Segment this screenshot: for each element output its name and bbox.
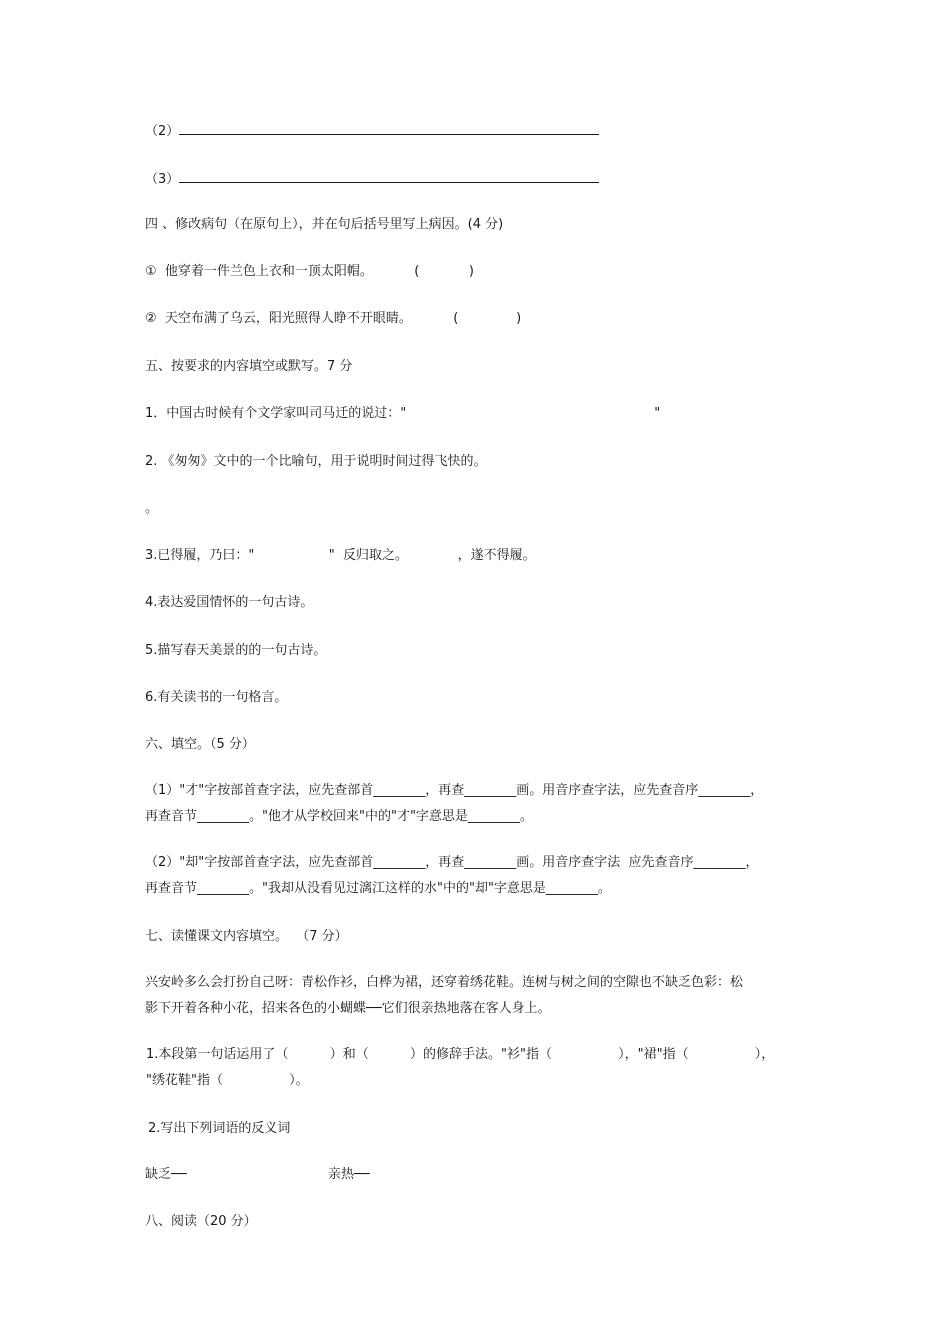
antonym-1: 缺乏── [145, 1167, 187, 1182]
answer-line-3 [145, 170, 599, 189]
answer-line-3-label: （3） [145, 172, 180, 187]
section-4-title: 四 、修改病句（在原句上），并在句后括号里写上病因。(4 分) [145, 217, 504, 232]
section-7-passage [145, 970, 807, 1022]
section-7-title: 七、读懂课文内容填空。 （7 分） [145, 929, 348, 944]
section-8-title: 八、阅读（20 分） [145, 1214, 257, 1229]
section-4-item-1: ① 他穿着一件兰色上衣和一顶太阳帽。 ( ) [145, 264, 474, 279]
section-7-question-2: 2.写出下列词语的反义词 [148, 1121, 291, 1136]
answer-rule-3 [179, 170, 599, 183]
section-5-question-2: 2. 《匆匆》文中的一个比喻句，用于说明时间过得飞快的。 [145, 454, 487, 469]
section-6-question-1-row-1: （1）"才"字按部首查字法，应先查部首________，再查________画。用音序查字法，应先查音序________， [145, 783, 764, 798]
answer-line-2 [145, 122, 599, 141]
section-7-passage-row-2: 影下开着各种小花，招来各色的小蝴蝶──它们很亲热地落在客人身上。 [145, 1001, 551, 1016]
section-5-title: 五、按要求的内容填空或默写。7 分 [145, 359, 353, 374]
section-5-question-4: 4.表达爱国情怀的一句古诗。 [145, 595, 314, 610]
section-6-question-2 [145, 850, 807, 902]
section-7-passage-row-1: 兴安岭多么会打扮自己呀：青松作衫，白桦为裙，还穿着绣花鞋。连树与树之间的空隙也不缺乏色彩：松 [145, 975, 744, 990]
section-5-question-2-end: 。 [145, 501, 159, 516]
answer-rule-2 [179, 122, 599, 135]
section-6-question-1-row-2: 再查音节________。"他才从学校回来"中的"才"字意思是________。 [145, 809, 533, 824]
section-5-question-1: 1．中国古时候有个文学家叫司马迁的说过：" " [145, 406, 661, 421]
section-6-question-1 [145, 778, 807, 830]
answer-line-2-label: （2） [145, 124, 180, 139]
section-6-question-2-row-1: （2）"却"字按部首查字法，应先查部首________，再查________画。用音序查字法 应先查音序________， [145, 855, 759, 870]
antonym-2: 亲热── [328, 1167, 370, 1182]
section-4-item-2: ② 天空布满了乌云，阳光照得人睁不开眼睛。 ( ) [145, 311, 522, 326]
section-6-title: 六、填空。（5 分） [145, 737, 255, 752]
section-5-question-5: 5.描写春天美景的的一句古诗。 [145, 643, 327, 658]
section-7-question-1-row-1: 1.本段第一句话运用了（ ）和（ ）的修辞手法。"衫"指（ ），"裙"指（ ）， [146, 1047, 775, 1062]
section-6-question-2-row-2: 再查音节________。"我却从没看见过漓江这样的水"中的"却"字意思是________。 [145, 881, 611, 896]
section-5-question-6: 6.有关读书的一句格言。 [145, 690, 288, 705]
section-7-question-1-row-2: "绣花鞋"指（ ）。 [146, 1073, 309, 1088]
section-7-question-1 [146, 1042, 808, 1094]
section-5-question-3: 3.已得履，乃曰：" " 反归取之。 ，遂不得履。 [145, 548, 536, 563]
